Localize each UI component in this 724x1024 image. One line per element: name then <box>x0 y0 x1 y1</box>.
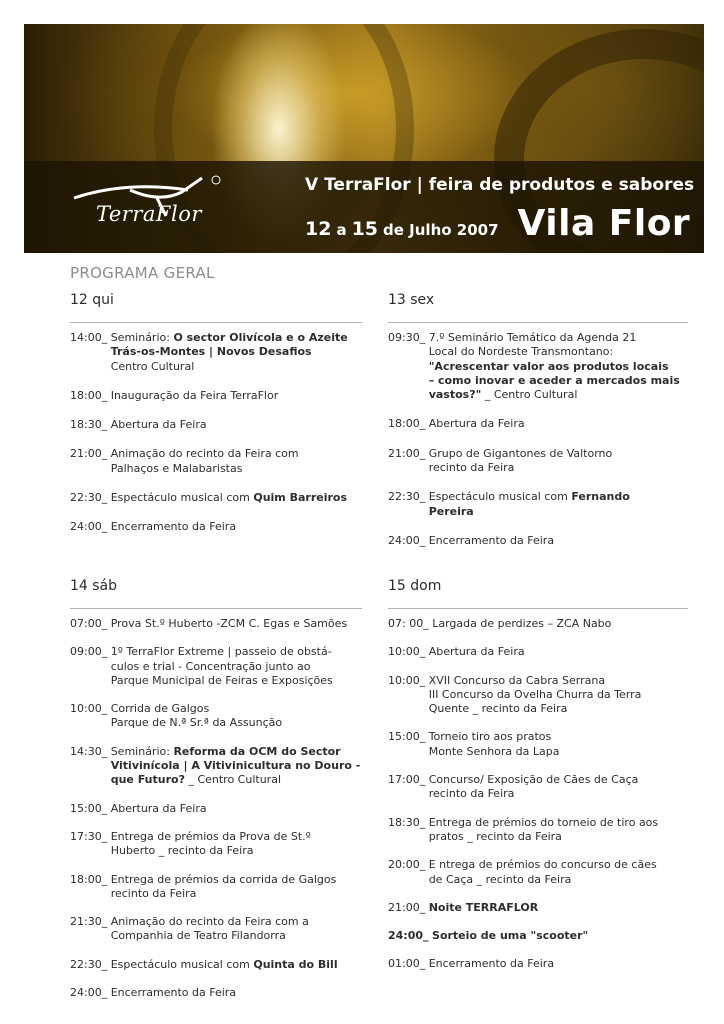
event-description <box>429 816 688 845</box>
event-line: Abertura da Feira <box>428 417 525 431</box>
event-description <box>111 447 362 476</box>
event-line: Seminário: O sector Olivícola e o Azeite <box>110 331 348 344</box>
program-event <box>388 534 688 548</box>
program-event <box>388 490 688 519</box>
event-description <box>111 331 362 374</box>
day-separator <box>70 322 362 323</box>
event-time: 18:00_ <box>70 388 111 402</box>
day-heading: 15 dom <box>388 578 442 594</box>
event-time: 22:30_ <box>388 490 429 504</box>
event-line: Espectáculo musical com Quinta do Bill <box>110 957 338 971</box>
program-event <box>70 418 362 432</box>
event-description <box>111 915 362 944</box>
event-line: Animação do recinto da Feira com <box>110 447 299 461</box>
event-line: pratos _ recinto da Feira <box>428 829 562 843</box>
event-line: Inauguração da Feira TerraFlor <box>110 388 279 402</box>
event-line: Palhaços e Malabaristas <box>110 461 243 475</box>
event-time: 17:30_ <box>70 829 111 843</box>
event-time: 21:00_ <box>388 446 429 460</box>
event-time: 14:00_ <box>70 331 111 344</box>
event-line: de Caça _ recinto da Feira <box>428 872 572 886</box>
event-description <box>429 490 688 519</box>
event-time: 24:00_ <box>70 520 111 534</box>
event-line: vastos?" _ Centro Cultural <box>428 388 578 402</box>
event-line: Entrega de prémios da corrida de Galgos <box>110 872 337 886</box>
event-time: 18:00_ <box>388 417 429 431</box>
day-heading: 12 qui <box>70 292 114 308</box>
event-line: Sorteio de uma "scooter" <box>432 929 589 943</box>
event-line: Entrega de prémios da Prova de St.º <box>110 829 311 843</box>
event-description <box>111 745 362 788</box>
event-time: 09:30_ <box>388 331 429 344</box>
event-description <box>111 958 362 972</box>
event-description <box>429 674 688 717</box>
event-description <box>111 645 362 688</box>
event-line: Local do Nordeste Transmontano: <box>428 345 614 359</box>
program-event <box>388 773 688 802</box>
program-event <box>388 447 688 476</box>
event-line: Espectáculo musical com Quim Barreiros <box>110 491 348 505</box>
event-line: recinto da Feira <box>110 886 197 900</box>
event-line: Seminário: Reforma da OCM do Sector <box>110 744 341 758</box>
event-description <box>429 417 688 431</box>
header-banner <box>24 24 704 253</box>
event-line: Abertura da Feira <box>110 418 207 432</box>
event-time: 17:00_ <box>388 773 429 787</box>
date-to: 15 <box>351 218 379 240</box>
program-event <box>388 674 688 717</box>
day-separator <box>388 608 688 609</box>
program-event <box>70 986 362 1000</box>
event-line: Encerramento da Feira <box>110 520 237 534</box>
program-event <box>388 417 688 431</box>
event-time: 18:30_ <box>388 815 429 829</box>
event-time: 10:00_ <box>388 673 429 687</box>
event-line: Parque Municipal de Feiras e Exposições <box>110 673 333 687</box>
event-description <box>111 986 362 1000</box>
event-line: Animação do recinto da Feira com a <box>110 915 309 929</box>
program-event <box>70 745 362 788</box>
event-line: Trás-os-Montes | Novos Desafios <box>110 345 312 359</box>
event-description <box>432 929 688 943</box>
day-heading: 14 sáb <box>70 578 118 594</box>
day-separator <box>388 322 688 323</box>
event-time: 24:00_ <box>70 986 111 1000</box>
event-description <box>429 645 688 659</box>
program-event <box>388 816 688 845</box>
event-line: Quente _ recinto da Feira <box>428 702 568 716</box>
event-time: 07:00_ <box>70 617 111 630</box>
event-dates <box>305 203 690 244</box>
event-description <box>429 730 688 759</box>
event-line: Torneio tiro aos pratos <box>428 730 552 744</box>
event-line: Largada de perdizes – ZCA Nabo <box>432 617 612 630</box>
event-line: Encerramento da Feira <box>428 533 555 547</box>
program-event <box>70 331 362 374</box>
program-event <box>70 802 362 816</box>
event-description <box>111 520 362 534</box>
program-event <box>70 702 362 731</box>
event-description <box>111 617 362 631</box>
event-time: 10:00_ <box>70 702 111 716</box>
program-event <box>70 520 362 534</box>
event-line: E ntrega de prémios do concurso de cães <box>428 858 657 872</box>
event-line: Abertura da Feira <box>428 645 525 659</box>
event-line: Prova St.º Huberto -ZCM C. Egas e Samões <box>110 617 348 630</box>
event-description <box>111 830 362 859</box>
program-event <box>388 331 688 402</box>
event-line: Parque de N.ª Sr.ª da Assunção <box>110 716 283 730</box>
venue-name: Vila Flor <box>517 203 691 244</box>
event-line: 7.º Seminário Temático da Agenda 21 <box>428 331 637 344</box>
event-line: Centro Cultural <box>110 359 195 373</box>
event-time: 10:00_ <box>388 645 429 659</box>
program-event <box>388 645 688 659</box>
program-event <box>70 447 362 476</box>
program-event <box>388 901 688 915</box>
event-description <box>111 702 362 731</box>
event-time: 14:30_ <box>70 744 111 758</box>
event-line: Monte Senhora da Lapa <box>428 744 560 758</box>
event-description <box>111 491 362 505</box>
event-time: 15:00_ <box>70 801 111 815</box>
program-event <box>388 929 688 943</box>
event-line: "Acrescentar valor aos produtos locais <box>428 359 669 373</box>
program-event <box>70 617 362 631</box>
logo-text: TerraFlor <box>96 202 202 226</box>
event-line: XVII Concurso da Cabra Serrana <box>428 673 606 687</box>
event-time: 18:00_ <box>70 872 111 886</box>
event-description <box>429 773 688 802</box>
event-line: Encerramento da Feira <box>428 957 555 971</box>
event-time: 09:00_ <box>70 645 111 659</box>
event-line: Pereira <box>428 504 474 518</box>
event-line: – como inovar e aceder a mercados mais <box>428 373 680 387</box>
event-description <box>429 447 688 476</box>
program-event <box>388 617 688 631</box>
event-headline: V TerraFlor | feira de produtos e sabores <box>305 175 695 195</box>
program-title: PROGRAMA GERAL <box>70 264 215 282</box>
event-time: 20:00_ <box>388 858 429 872</box>
date-month-year: de Julho 2007 <box>383 221 499 239</box>
day-column-12 <box>70 292 362 535</box>
event-line: recinto da Feira <box>428 787 515 801</box>
event-time: 01:00_ <box>388 957 429 971</box>
event-time: 18:30_ <box>70 418 111 432</box>
event-time: 21:30_ <box>70 915 111 929</box>
day-column-15 <box>388 578 688 972</box>
event-line: Grupo de Gigantones de Valtorno <box>428 446 613 460</box>
event-time: 21:00_ <box>388 900 429 914</box>
event-time: 21:00_ <box>70 447 111 461</box>
event-time: 15:00_ <box>388 730 429 744</box>
program-event <box>70 958 362 972</box>
day-column-13 <box>388 292 688 548</box>
program-event <box>70 830 362 859</box>
event-description <box>429 858 688 887</box>
day-column-14 <box>70 578 362 1000</box>
event-time: 07: 00_ <box>388 617 433 630</box>
event-line: Huberto _ recinto da Feira <box>110 844 254 858</box>
program-event <box>70 389 362 403</box>
event-line: Concurso/ Exposição de Cães de Caça <box>428 773 639 787</box>
event-description <box>111 389 362 403</box>
terraflor-logo <box>70 172 230 242</box>
event-line: Corrida de Galgos <box>110 702 210 716</box>
event-description <box>429 331 688 402</box>
event-line: Noite TERRAFLOR <box>428 900 539 914</box>
event-description <box>429 957 688 971</box>
event-line: Entrega de prémios do torneio de tiro aos <box>428 815 659 829</box>
event-line: recinto da Feira <box>428 461 515 475</box>
day-separator <box>70 608 362 609</box>
program-event <box>388 957 688 971</box>
event-line: III Concurso da Ovelha Churra da Terra <box>428 687 642 701</box>
event-line: Espectáculo musical com Fernando <box>428 490 630 504</box>
event-line: que Futuro? _ Centro Cultural <box>110 773 281 787</box>
program-event <box>388 858 688 887</box>
event-description <box>111 873 362 902</box>
event-line: culos e trial - Concentração junto ao <box>110 659 311 673</box>
event-description <box>432 617 688 631</box>
event-line: Vitivinícola | A Vitivinicultura no Douro - <box>110 759 361 773</box>
event-description <box>429 534 688 548</box>
event-time: 24:00_ <box>388 929 429 943</box>
event-line: Abertura da Feira <box>110 801 207 815</box>
event-description <box>111 802 362 816</box>
program-event <box>70 491 362 505</box>
program-event <box>70 873 362 902</box>
event-line: 1º TerraFlor Extreme | passeio de obstá- <box>110 645 332 659</box>
program-event <box>70 915 362 944</box>
date-connector: a <box>336 221 347 239</box>
event-time: 22:30_ <box>70 957 111 971</box>
event-line: Encerramento da Feira <box>110 986 237 1000</box>
program-event <box>70 645 362 688</box>
day-heading: 13 sex <box>388 292 435 308</box>
event-time: 22:30_ <box>70 491 111 505</box>
event-description <box>111 418 362 432</box>
date-from: 12 <box>305 218 332 240</box>
event-time: 24:00_ <box>388 533 429 547</box>
event-line: Companhia de Teatro Filandorra <box>110 929 286 943</box>
event-description <box>429 901 688 915</box>
program-event <box>388 730 688 759</box>
